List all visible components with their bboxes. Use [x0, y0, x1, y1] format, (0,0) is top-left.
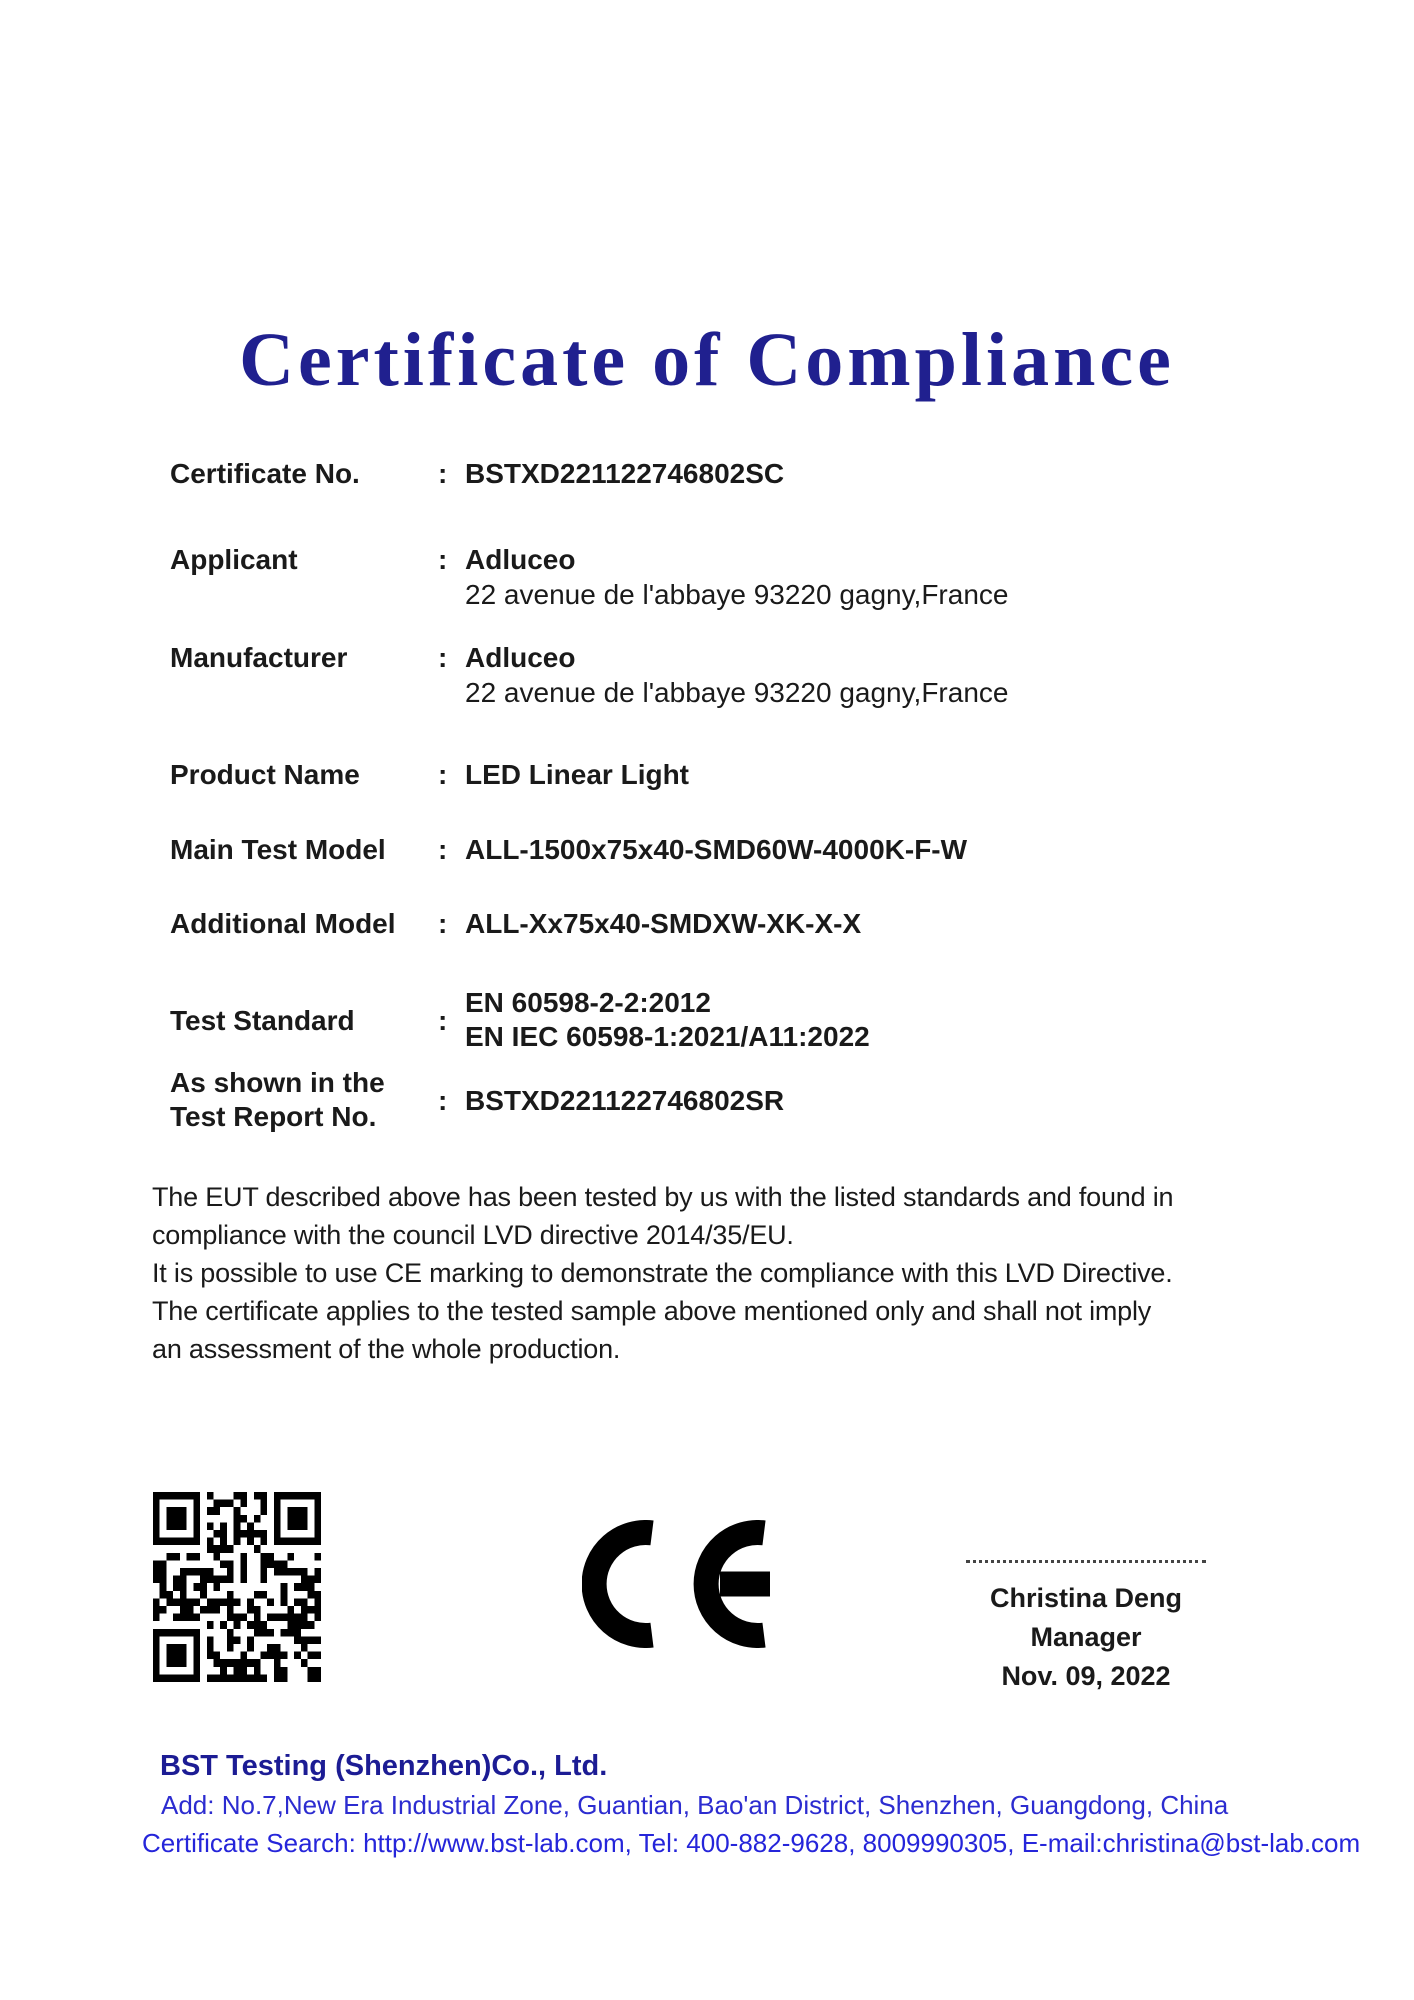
- field-label: Product Name: [170, 759, 360, 790]
- field-value: BSTXD221122746802SC: [465, 458, 785, 489]
- statement-line: The EUT described above has been tested by us with the listed standards and found in: [152, 1182, 1174, 1212]
- field-label: Main Test Model: [170, 834, 386, 865]
- field-value: BSTXD221122746802SR: [465, 1084, 785, 1116]
- field-row-test-report-no: [170, 1066, 784, 1134]
- test-report-label-line-1: As shown in the: [170, 1067, 385, 1098]
- signature-dotted-line: [966, 1560, 1206, 1563]
- statement-line: The certificate applies to the tested sample above mentioned only and shall not imply: [152, 1296, 1152, 1326]
- statement-line: It is possible to use CE marking to demonstrate the compliance with this LVD Directive.: [152, 1258, 1173, 1288]
- signatory-role: Manager: [1030, 1622, 1142, 1652]
- footer-company-name: BST Testing (Shenzhen)Co., Ltd.: [160, 1750, 608, 1782]
- test-standard-line-1: EN 60598-2-2:2012: [465, 987, 711, 1018]
- applicant-name: Adluceo: [465, 544, 576, 575]
- field-value: [465, 986, 870, 1054]
- field-row-product-name: [170, 757, 689, 792]
- signature-date: Nov. 09, 2022: [1001, 1661, 1171, 1691]
- field-value: [465, 640, 1008, 710]
- field-colon: :: [438, 908, 448, 939]
- test-standard-line-2: EN IEC 60598-1:2021/A11:2022: [465, 1021, 870, 1052]
- field-label: [170, 1066, 438, 1134]
- signature-block: [966, 1560, 1206, 1692]
- field-row-test-standard: [170, 986, 870, 1054]
- field-label: Additional Model: [170, 908, 396, 939]
- field-row-additional-model: [170, 906, 861, 941]
- footer-address: Add: No.7,New Era Industrial Zone, Guantian, Bao'an District, Shenzhen, Guangdong, China: [161, 1790, 1229, 1820]
- field-colon: :: [438, 1084, 448, 1116]
- field-colon: :: [438, 834, 448, 865]
- field-colon: :: [438, 1004, 448, 1036]
- compliance-statement: [152, 1178, 1173, 1368]
- field-label: Applicant: [170, 544, 298, 575]
- field-colon: :: [438, 759, 448, 790]
- signatory-name: Christina Deng: [989, 1583, 1183, 1613]
- applicant-address: 22 avenue de l'abbaye 93220 gagny,France: [465, 579, 1009, 610]
- field-colon: :: [438, 458, 448, 489]
- field-label: Certificate No.: [170, 458, 360, 489]
- field-label: Test Standard: [170, 1004, 355, 1036]
- statement-line: an assessment of the whole production.: [152, 1334, 621, 1364]
- field-label: Manufacturer: [170, 642, 348, 673]
- certificate-title: Certificate of Compliance: [239, 318, 1175, 402]
- manufacturer-address: 22 avenue de l'abbaye 93220 gagny,France: [465, 677, 1009, 708]
- field-value: LED Linear Light: [465, 759, 689, 790]
- field-row-main-test-model: [170, 832, 967, 867]
- statement-line: compliance with the council LVD directive 2014/35/EU.: [152, 1220, 794, 1250]
- field-value: ALL-1500x75x40-SMD60W-4000K-F-W: [465, 834, 968, 865]
- field-row-applicant: [170, 542, 1008, 612]
- ce-mark-icon: [582, 1520, 772, 1648]
- field-colon: :: [438, 544, 448, 575]
- field-value: [465, 542, 1008, 612]
- field-row-manufacturer: [170, 640, 1008, 710]
- field-row-certificate-no: [170, 456, 784, 491]
- footer-certificate-search: Certificate Search: http://www.bst-lab.com, Tel: 400-882-9628, 8009990305, E-mail:christina@bst-lab.com: [142, 1828, 1361, 1858]
- test-report-label-line-2: Test Report No.: [170, 1101, 377, 1132]
- field-colon: :: [438, 642, 448, 673]
- manufacturer-name: Adluceo: [465, 642, 576, 673]
- field-value: ALL-Xx75x40-SMDXW-XK-X-X: [465, 908, 862, 939]
- qr-code-icon: [153, 1492, 321, 1682]
